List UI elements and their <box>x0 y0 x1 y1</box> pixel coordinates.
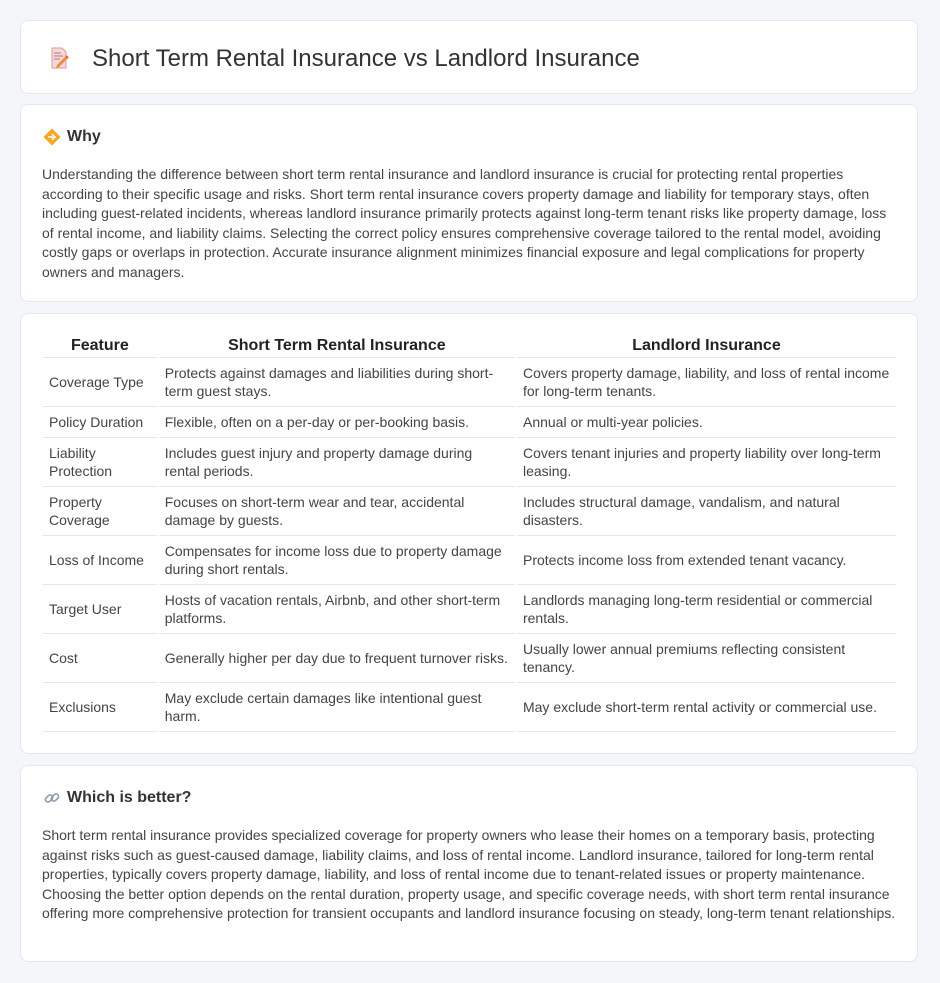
why-heading: Why <box>67 128 101 145</box>
landlord-cell: Covers tenant injuries and property liability over long-term leasing. <box>517 438 896 487</box>
comparison-table <box>41 334 898 732</box>
header-landlord: Landlord Insurance <box>517 334 896 358</box>
table-row <box>43 438 896 487</box>
why-text: Understanding the difference between short term rental insurance and landlord insurance is crucial for protecting rental properties according to their specific usage and risks. Short term rental insurance covers property damage and liability for temporary stays, often including guest-related incidents, whereas landlord insurance primarily protects against long-term tenant risks like property damage, loss of rental income, and liability claims. Selecting the correct policy ensures comprehensive coverage tailored to the rental model, avoiding costly gaps or overlaps in protection. Accurate insurance alignment minimizes financial exposure and legal complications for property owners and managers. <box>42 166 887 280</box>
table-row <box>43 585 896 634</box>
header-feature: Feature <box>43 334 157 358</box>
landlord-cell: Protects income loss from extended tenant vacancy. <box>517 536 896 585</box>
better-heading: Which is better? <box>67 789 192 806</box>
feature-cell: Policy Duration <box>43 407 157 438</box>
short-term-cell: Focuses on short-term wear and tear, accidental damage by guests. <box>159 487 515 536</box>
feature-cell: Target User <box>43 585 157 634</box>
table-row <box>43 358 896 407</box>
link-icon <box>43 789 61 807</box>
page-title: Short Term Rental Insurance vs Landlord Insurance <box>92 45 640 72</box>
feature-cell: Liability Protection <box>43 438 157 487</box>
why-section <box>20 104 918 302</box>
feature-cell: Exclusions <box>43 683 157 732</box>
header-short-term: Short Term Rental Insurance <box>159 334 515 358</box>
short-term-cell: Includes guest injury and property damage during rental periods. <box>159 438 515 487</box>
short-term-cell: Protects against damages and liabilities during short-term guest stays. <box>159 358 515 407</box>
table-row <box>43 683 896 732</box>
better-text: Short term rental insurance provides specialized coverage for property owners who lease their homes on a temporary basis, protecting against risks such as guest-caused damage, liability claims, and loss of rental income. Landlord insurance, tailored for long-term rental properties, typically covers property damage, liability, and loss of rental income due to tenant-related issues or property maintenance. Choosing the better option depends on the rental duration, property usage, and specific coverage needs, with short term rental insurance offering more comprehensive protection for transient occupants and landlord insurance focusing on steady, long-term tenant relationships. <box>42 827 896 921</box>
table-row <box>43 536 896 585</box>
short-term-cell: Flexible, often on a per-day or per-booking basis. <box>159 407 515 438</box>
short-term-cell: Generally higher per day due to frequent turnover risks. <box>159 634 515 683</box>
landlord-cell: Includes structural damage, vandalism, and natural disasters. <box>517 487 896 536</box>
landlord-cell: May exclude short-term rental activity or commercial use. <box>517 683 896 732</box>
feature-cell: Property Coverage <box>43 487 157 536</box>
table-row <box>43 487 896 536</box>
landlord-cell: Annual or multi-year policies. <box>517 407 896 438</box>
feature-cell: Coverage Type <box>43 358 157 407</box>
title-card <box>20 20 918 94</box>
landlord-cell: Usually lower annual premiums reflecting consistent tenancy. <box>517 634 896 683</box>
feature-cell: Loss of Income <box>43 536 157 585</box>
landlord-cell: Landlords managing long-term residential or commercial rentals. <box>517 585 896 634</box>
diamond-sign-icon <box>43 128 61 146</box>
table-row <box>43 407 896 438</box>
which-is-better-section <box>20 765 918 962</box>
short-term-cell: Hosts of vacation rentals, Airbnb, and other short-term platforms. <box>159 585 515 634</box>
document-edit-icon <box>47 46 71 70</box>
short-term-cell: May exclude certain damages like intentional guest harm. <box>159 683 515 732</box>
landlord-cell: Covers property damage, liability, and loss of rental income for long-term tenants. <box>517 358 896 407</box>
table-row <box>43 634 896 683</box>
comparison-table-card <box>20 313 918 754</box>
table-header-row <box>43 334 896 358</box>
feature-cell: Cost <box>43 634 157 683</box>
short-term-cell: Compensates for income loss due to property damage during short rentals. <box>159 536 515 585</box>
